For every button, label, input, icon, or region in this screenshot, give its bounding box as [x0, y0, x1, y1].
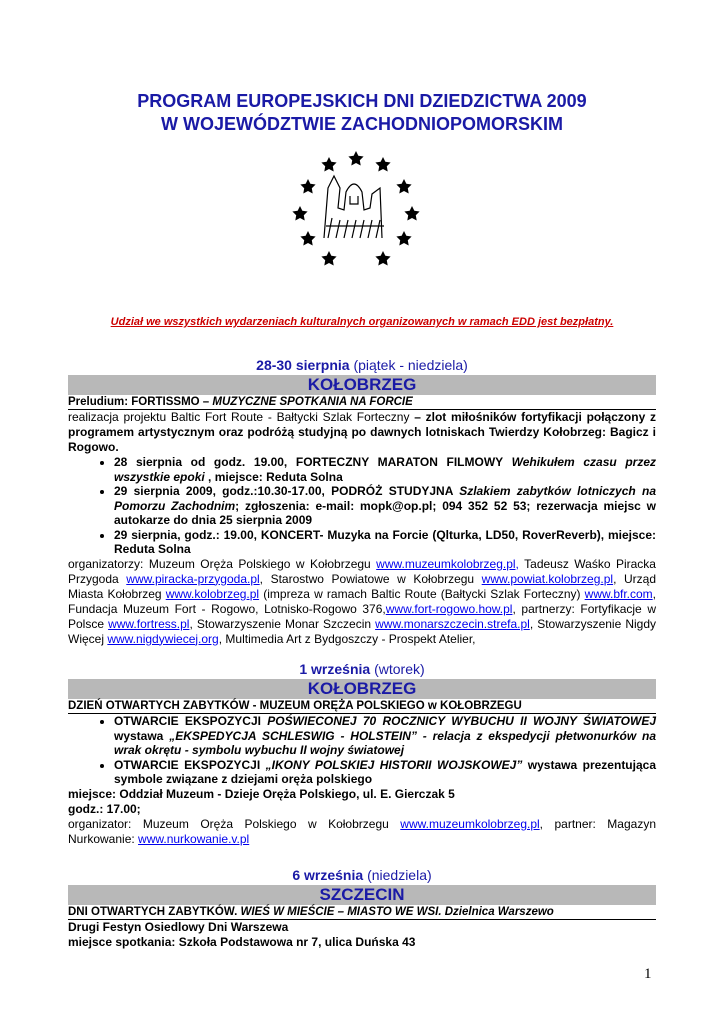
- link-kolobrzeg[interactable]: www.kolobrzeg.pl: [165, 586, 260, 601]
- title-line-2: W WOJEWÓDZTWIE ZACHODNIOPOMORSKIM: [161, 114, 563, 134]
- event-title-main: Preludium: FORTISSMO –: [68, 396, 213, 408]
- section-kolobrzeg-sep: [68, 660, 656, 847]
- org-text: , Fundacja Muzeum Fort - Rogowo, Lotnisko-Rogowo 376,: [68, 586, 657, 616]
- org-text: , Urząd Miasta Kołobrzeg: [68, 571, 657, 601]
- event-title-sub: WIEŚ W MIEŚCIE – MIASTO WE WSI. Dzielnica Warszewo: [240, 906, 554, 918]
- section-date: [68, 660, 656, 678]
- date-range: 28-30 sierpnia: [256, 357, 350, 373]
- link-nurkowanie[interactable]: www.nurkowanie.v.pl: [138, 831, 250, 846]
- item-details: ; zgłoszenia: e-mail: mopk@op.pl; 094 352 52 53; rezerwacja miejsc w autokarze do dnia 25 sierpnia 2009: [114, 498, 656, 527]
- event-title: [68, 395, 656, 410]
- event-place: miejsce: Oddział Muzeum - Dzieje Oręża Polskiego, ul. E. Gierczak 5: [68, 786, 455, 801]
- org-text: Tadeusz Waśko Piracka Przygoda: [68, 556, 656, 586]
- link-piracka[interactable]: www.piracka-przygoda.pl: [126, 571, 260, 586]
- city-bar: KOŁOBRZEG: [68, 375, 656, 395]
- day: (wtorek): [374, 661, 425, 677]
- event-list: [68, 714, 656, 787]
- list-item: [114, 714, 656, 758]
- link-fort-rogowo[interactable]: www.fort-rogowo.how.pl: [385, 601, 513, 616]
- event-description: [68, 410, 656, 455]
- date: 1 września: [299, 661, 371, 677]
- section-date: [68, 356, 656, 374]
- org-text: , Stowarzyszenie Monar Szczecin: [189, 616, 376, 631]
- event-title-sub: MUZYCZNE SPOTKANIA NA FORCIE: [212, 396, 413, 408]
- event-title-main: DNI OTWARTYCH ZABYTKÓW.: [68, 906, 241, 918]
- org-text: , partnerzy: Fortyfikacje w Polsce: [68, 601, 656, 631]
- org-text: organizatorzy: Muzeum Oręża Polskiego w Kołobrzegu: [68, 556, 377, 571]
- list-item: [114, 455, 656, 484]
- item-text: OTWARCIE EKSPOZYCJI: [114, 714, 268, 728]
- date: 6 września: [292, 867, 364, 883]
- edd-stars-logo: [286, 148, 426, 268]
- item-text: OTWARCIE EKSPOZYCJI: [114, 757, 266, 772]
- org-text: , partner: Magazyn Nurkowanie:: [68, 816, 656, 846]
- item-title: „EKSPEDYCJA SCHLESWIG - HOLSTEIN” - relacja z ekspedycji płetwonurków na wrak okrętu - symbolu wybuchu II wojny światowej: [114, 728, 656, 757]
- organizers: [68, 557, 656, 647]
- org-text: organizator: Muzeum Oręża Polskiego w Kołobrzegu: [68, 816, 401, 831]
- link-bfr[interactable]: www.bfr.com: [584, 586, 653, 601]
- link-muzeum[interactable]: www.muzeumkolobrzeg.pl,: [376, 556, 519, 571]
- item-text: wystawa prezentująca symbole związane z dziejami oręża polskiego: [114, 757, 656, 786]
- page-number: 1: [644, 966, 652, 982]
- list-item: [114, 484, 656, 528]
- event-title: [68, 905, 656, 920]
- item-title: POŚWIECONEJ 70 ROCZNICY WYBUCHU II WOJNY ŚWIATOWEJ: [267, 714, 657, 728]
- org-text: , Stowarzyszenie Nigdy Więcej: [68, 616, 657, 646]
- event-time: godz.: 17.00;: [68, 801, 141, 816]
- day-range: (piątek - niedziela): [353, 357, 468, 373]
- city-bar: KOŁOBRZEG: [68, 679, 656, 699]
- link-fortress[interactable]: www.fortress.pl: [108, 616, 190, 631]
- list-item: • 29 sierpnia, godz.: 19.00, KONCERT- Muzyka na Forcie (Qlturka, LD50, RoverReverb), miejsce: Reduta Solna: [114, 528, 656, 557]
- desc-intro: realizacja projektu Baltic Fort Route - Bałtycki Szlak Forteczny: [68, 410, 410, 424]
- title-line-1: PROGRAM EUROPEJSKICH DNI DZIEDZICTWA 2009: [137, 91, 587, 111]
- item-title: „IKONY POLSKIEJ HISTORII WOJSKOWEJ”: [265, 757, 523, 772]
- link-powiat[interactable]: www.powiat.kolobrzeg.pl: [481, 571, 614, 586]
- event-list: [68, 455, 656, 557]
- link-muzeum[interactable]: www.muzeumkolobrzeg.pl: [400, 816, 540, 831]
- org-text: (impreza w ramach Baltic Route (Bałtycki Szlak Forteczny): [259, 586, 585, 601]
- org-text: , Starostwo Powiatowe w Kołobrzegu: [259, 571, 482, 586]
- free-entry-note: Udział we wszystkich wydarzeniach kulturalnych organizowanych w ramach EDD jest bezpłatny.: [110, 316, 614, 328]
- event-line: Drugi Festyn Osiedlowy Dni Warszewa: [68, 920, 289, 934]
- star-ring: [292, 151, 419, 266]
- link-monar[interactable]: www.monarszczecin.strefa.pl: [375, 616, 530, 631]
- section-date: [68, 866, 656, 884]
- item-text: 29 sierpnia 2009, godz.:10.30-17.00, PODRÓŻ STUDYJNA: [114, 484, 460, 498]
- event-title: DZIEŃ OTWARTYCH ZABYTKÓW - MUZEUM ORĘŻA POLSKIEGO w KOŁOBRZEGU: [68, 699, 656, 714]
- org-text: , Multimedia Art z Bydgoszczy - Prospekt Atelier,: [218, 631, 476, 646]
- item-title: Wehikułem czasu przez wszystkie epoki: [114, 455, 657, 484]
- organizers: [68, 817, 656, 847]
- section-kolobrzeg-aug: [68, 356, 656, 647]
- day: (niedziela): [367, 867, 432, 883]
- list-item: [114, 758, 656, 787]
- item-text: 28 sierpnia od godz. 19.00, FORTECZNY MARATON FILMOWY: [114, 455, 512, 469]
- city-bar: SZCZECIN: [68, 885, 656, 905]
- item-text: wystawa: [114, 728, 170, 743]
- link-nigdywiecej[interactable]: www.nigdywiecej.org: [107, 631, 219, 646]
- castle-drawing: [324, 176, 384, 238]
- event-place: miejsce spotkania: Szkoła Podstawowa nr 7, ulica Duńska 43: [68, 935, 416, 949]
- desc-details: – zlot miłośników fortyfikacji połączony z programem artystycznym oraz podróżą studyjną po dawnych lotniskach Twierdzy Kołobrzeg: Bagicz i Rogowo.: [68, 410, 656, 454]
- section-szczecin: [68, 866, 656, 950]
- page-title: [68, 90, 656, 136]
- item-place: , miejsce: Reduta Solna: [204, 469, 343, 484]
- item-title: Szlakiem zabytków lotniczych na Pomorzu Zachodnim: [114, 484, 656, 513]
